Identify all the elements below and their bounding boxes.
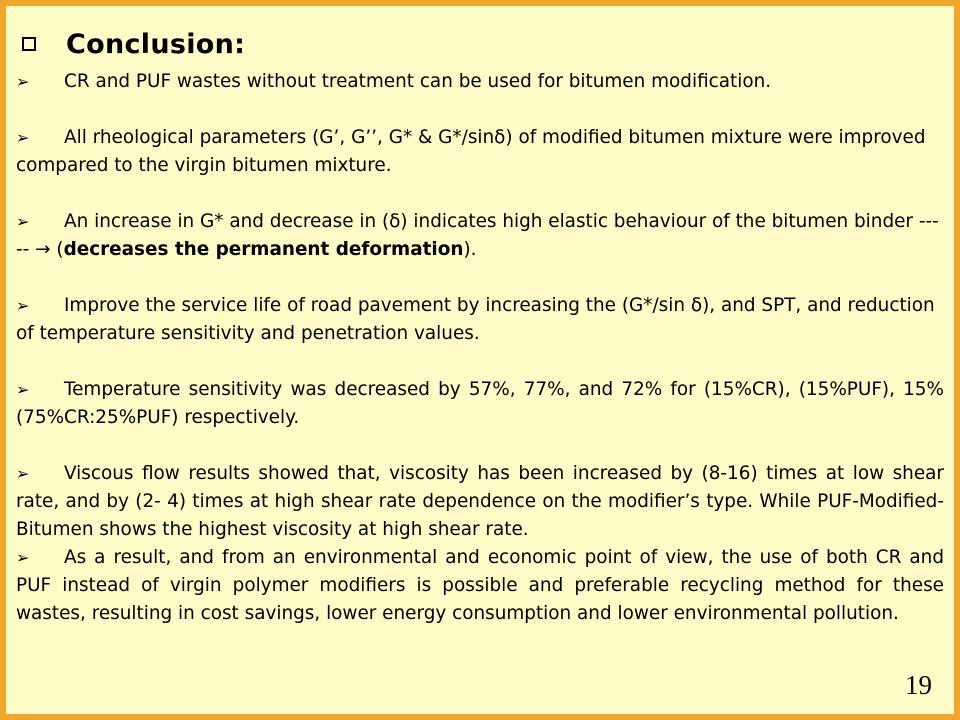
bullet-item [16, 544, 944, 628]
arrow-bullet-icon: ➢ [16, 212, 30, 231]
bullet-list [16, 68, 944, 628]
bullet-text: An increase in G* and decrease in (δ) indicates high elastic behaviour of the bitumen binder ----- → ( [16, 211, 939, 260]
bullet-item [16, 208, 944, 264]
bullet-item [16, 376, 944, 432]
page-number: 19 [905, 670, 932, 700]
bullet-emphasis: decreases the permanent deformation [63, 239, 464, 260]
bullet-item [16, 292, 944, 348]
slide-title: Conclusion: [66, 28, 246, 60]
title-row [16, 26, 245, 62]
bullet-text: Temperature sensitivity was decreased by 57%, 77%, and 72% for (15%CR), (15%PUF), 15%(75%CR:25%PUF) respectively. [16, 379, 944, 428]
arrow-bullet-icon: ➢ [16, 464, 30, 483]
square-bullet-icon [22, 37, 36, 51]
arrow-bullet-icon: ➢ [16, 128, 30, 147]
arrow-bullet-icon: ➢ [16, 72, 30, 91]
bullet-text: Viscous flow results showed that, viscosity has been increased by (8-16) times at low shear rate, and by (2- 4) times at high shear rate dependence on the modifier’s type. While PUF-Modified-Bitumen shows the highest viscosity at high shear rate. [16, 463, 944, 540]
bullet-item [16, 460, 944, 544]
arrow-bullet-icon: ➢ [16, 380, 30, 399]
bullet-item [16, 124, 944, 180]
arrow-bullet-icon: ➢ [16, 296, 30, 315]
bullet-text: Improve the service life of road pavement by increasing the (G*/sin δ), and SPT, and reduction of temperature sensitivity and penetration values. [16, 295, 935, 344]
bullet-text: As a result, and from an environmental and economic point of view, the use of both CR and PUF instead of virgin polymer modifiers is possible and preferable recycling method for these wastes, resulting in cost savings, lower energy consumption and lower environmental pollution. [16, 547, 944, 624]
bullet-text: All rheological parameters (G’, G’’, G* & G*/sinδ) of modified bitumen mixture were improved compared to the virgin bitumen mixture. [16, 127, 926, 176]
bullet-text: CR and PUF wastes without treatment can be used for bitumen modification. [64, 71, 772, 92]
bullet-item [16, 68, 944, 96]
arrow-bullet-icon: ➢ [16, 548, 30, 567]
bullet-text-end: ). [463, 239, 477, 260]
